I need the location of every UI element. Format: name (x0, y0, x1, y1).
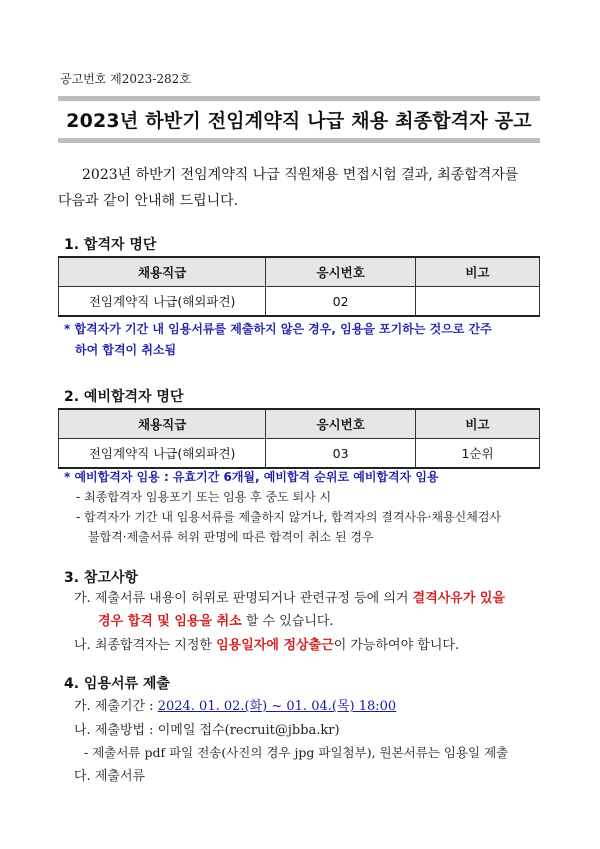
item-na-text: 나. 최종합격자는 지정한 (74, 638, 217, 653)
col-header-position: 채용직급 (59, 257, 266, 287)
section3-heading: 3. 참고사항 (64, 570, 139, 586)
section1-note (64, 319, 544, 361)
method-label: 나. 제출방법 : (74, 723, 158, 738)
table-header-row (59, 409, 540, 439)
table-header-row (59, 257, 540, 287)
cell-exam-number: 02 (266, 287, 416, 317)
section4-period (74, 695, 544, 718)
cell-remarks: 1순위 (416, 439, 540, 469)
page-title: 2023년 하반기 전임계약직 나급 채용 최종합격자 공고 (66, 110, 532, 132)
reserve-passers-table (58, 408, 540, 469)
method-value: 이메일 접수(recruit@jbba.kr) (157, 723, 340, 738)
col-header-exam-number: 응시번호 (266, 409, 416, 439)
section1-heading: 1. 합격자 명단 (64, 237, 157, 253)
section2-heading: 2. 예비합격자 명단 (64, 389, 184, 405)
section4-method-sub: - 제출서류 pdf 파일 전송(사진의 경우 jpg 파일첨부), 원본서류는 임용일 제출 (84, 745, 509, 760)
cell-position: 전임계약직 나급(해외파견) (59, 439, 266, 469)
section2-bullet-2-line-2: 불합격·제출서류 허위 판명에 따른 합격이 취소 된 경우 (88, 530, 374, 544)
item-na-suffix: 이 가능하여야 합니다. (333, 638, 460, 653)
item-ga-text: 가. 제출서류 내용이 허위로 판명되거나 관련규정 등에 의거 (74, 591, 413, 606)
intro-line-2: 다음과 같이 안내해 드립니다. (58, 193, 239, 209)
title-rule-bottom (58, 138, 540, 143)
section4-method (74, 719, 544, 742)
section3-item-ga-line-2 (74, 610, 544, 633)
cell-exam-number: 03 (266, 439, 416, 469)
section4-docs: 다. 제출서류 (74, 769, 146, 784)
section1-note-line-1: * 합격자가 기간 내 임용서류를 제출하지 않은 경우, 임용을 포기하는 것으로 간주 (64, 322, 492, 336)
section3-item-ga-line-1 (74, 587, 544, 610)
col-header-position: 채용직급 (59, 409, 266, 439)
item-ga-highlight-2: 경우 합격 및 임용을 취소 (98, 614, 242, 629)
cell-position: 전임계약직 나급(해외파견) (59, 287, 266, 317)
section2-bullet-2-line-1: - 합격자가 기간 내 임용서류를 제출하지 않거나, 합격자의 결격사유·채용신체검사 (76, 510, 502, 524)
period-value: 2024. 01. 02.(화) ~ 01. 04.(목) 18:00 (157, 699, 397, 714)
period-label: 가. 제출기간 : (74, 699, 158, 714)
item-ga-suffix: 할 수 있습니다. (241, 614, 334, 629)
table-row (59, 287, 540, 317)
passers-table (58, 256, 540, 317)
section3-item-ga (74, 587, 544, 633)
section2-bullet-1: - 최종합격자 임용포기 또는 임용 후 중도 퇴사 시 (76, 490, 332, 504)
section2-note: * 예비합격자 임용 : 유효기간 6개월, 예비합격 순위로 예비합격자 임용 (64, 470, 439, 484)
item-ga-highlight-1: 결격사유가 있을 (412, 591, 506, 606)
section4-heading: 4. 임용서류 제출 (64, 676, 170, 692)
col-header-exam-number: 응시번호 (266, 257, 416, 287)
item-na-highlight: 임용일자에 정상출근 (216, 638, 334, 653)
cell-remarks (416, 287, 540, 317)
col-header-remarks: 비고 (416, 257, 540, 287)
table-row (59, 439, 540, 469)
intro-line-1: 2023년 하반기 전임계약직 나급 직원채용 면접시험 결과, 최종합격자를 (82, 167, 519, 183)
title-rule-top (58, 96, 540, 101)
section1-note-line-2: 하여 합격이 취소됨 (75, 343, 177, 357)
intro-paragraph (58, 162, 544, 214)
section3-item-na (74, 634, 544, 657)
col-header-remarks: 비고 (416, 409, 540, 439)
notice-number: 공고번호 제2023-282호 (60, 72, 191, 86)
